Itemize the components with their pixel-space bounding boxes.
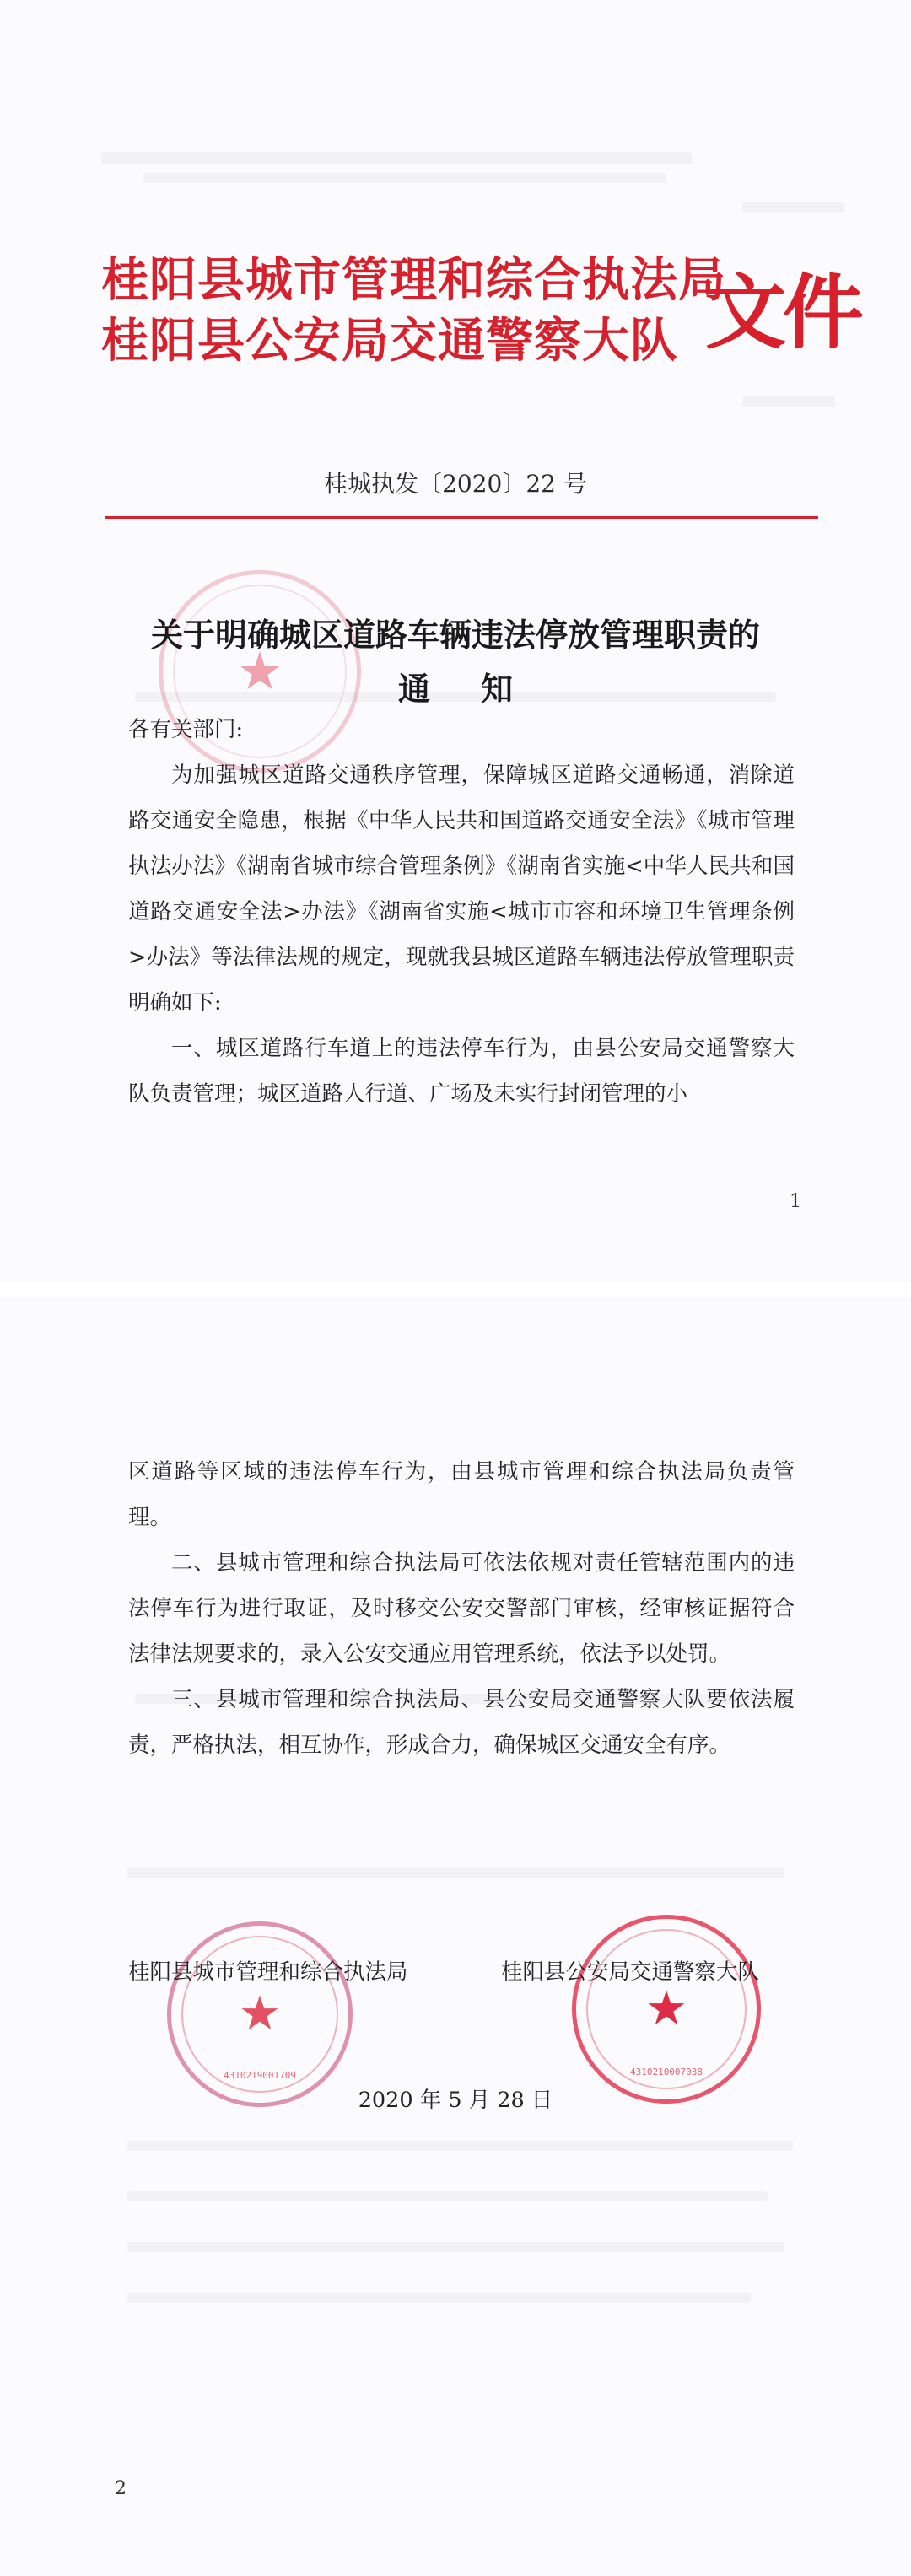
traffic-police-brigade-seal <box>572 1915 761 2104</box>
bleed-through-mark <box>101 152 692 164</box>
star-icon: ★ <box>644 1981 688 2036</box>
notice-body <box>128 707 795 1117</box>
issuer-header-line-2: 桂阳县公安局交通警察大队 <box>101 313 678 369</box>
bleed-through-mark <box>742 396 835 407</box>
notice-title-line-1: 关于明确城区道路车辆违法停放管理职责的 <box>150 616 760 654</box>
bleed-through-mark <box>127 2141 793 2151</box>
seal-code: 4310210007038 <box>629 2067 703 2078</box>
signatory-traffic-police: 桂阳县公安局交通警察大队 <box>501 1959 760 1985</box>
star-icon: ★ <box>238 1986 282 2041</box>
bleed-through-mark <box>127 1867 784 1878</box>
page-number: 2 <box>115 2478 127 2499</box>
bleed-through-mark <box>127 2191 768 2201</box>
city-management-bureau-seal <box>167 1921 353 2107</box>
document-number: 桂城执发〔2020〕22 号 <box>324 470 587 498</box>
document-page-1 <box>0 0 911 1282</box>
bleed-through-mark <box>127 2293 751 2303</box>
red-separator-rule <box>105 516 818 519</box>
document-type-label: 文件 <box>705 265 860 360</box>
bleed-through-mark <box>143 173 666 183</box>
issuer-header-line-1: 桂阳县城市管理和综合执法局 <box>101 252 726 308</box>
paragraph-item-1-start: 一、城区道路行车道上的违法停车行为，由县公安局交通警察大队负责管理；城区道路人行道、广场及未实行封闭管理的小 <box>128 1036 795 1107</box>
seal-code: 4310219001709 <box>223 2070 297 2081</box>
bleed-through-mark <box>127 2242 784 2252</box>
star-icon: ★ <box>236 640 283 702</box>
paragraph-purpose: 为加强城区道路交通秩序管理，保障城区道路交通畅通，消除道路交通安全隐患，根据《中华人民共和国道路交通安全法》《城市管理执法办法》《湖南省城市综合管理条例》《湖南省实施<中华人民共和国道路交通安全法>办法》《湖南省实施<城市市容和环境卫生管理条例>办法》等法律法规的规定，现就我县城区道路车辆违法停放管理职责明确如下: <box>128 763 795 1016</box>
signatory-city-management: 桂阳县城市管理和综合执法局 <box>128 1959 408 1985</box>
paragraph-item-2: 二、县城市管理和综合执法局可依法依规对责任管辖范围内的违法停车行为进行取证，及时移交公安交警部门审核，经审核证据符合法律法规要求的，录入公安交通应用管理系统，依法予以处罚。 <box>128 1550 795 1667</box>
notice-body-continued <box>128 1449 795 1768</box>
bleed-through-mark <box>742 202 844 213</box>
page-gap <box>0 1282 911 1297</box>
document-page-2 <box>0 1297 911 2576</box>
paragraph-item-1-end: 区道路等区域的违法停车行为，由县城市管理和综合执法局负责管理。 <box>128 1459 795 1530</box>
salutation: 各有关部门: <box>128 717 244 742</box>
paragraph-item-3: 三、县城市管理和综合执法局、县公安局交通警察大队要依法履责，严格执法，相互协作，形成合力，确保城区交通安全有序。 <box>128 1687 795 1758</box>
issue-date: 2020 年 5 月 28 日 <box>358 2088 553 2113</box>
notice-title-line-2: 通知 <box>397 670 563 708</box>
page-number: 1 <box>790 1191 801 1212</box>
